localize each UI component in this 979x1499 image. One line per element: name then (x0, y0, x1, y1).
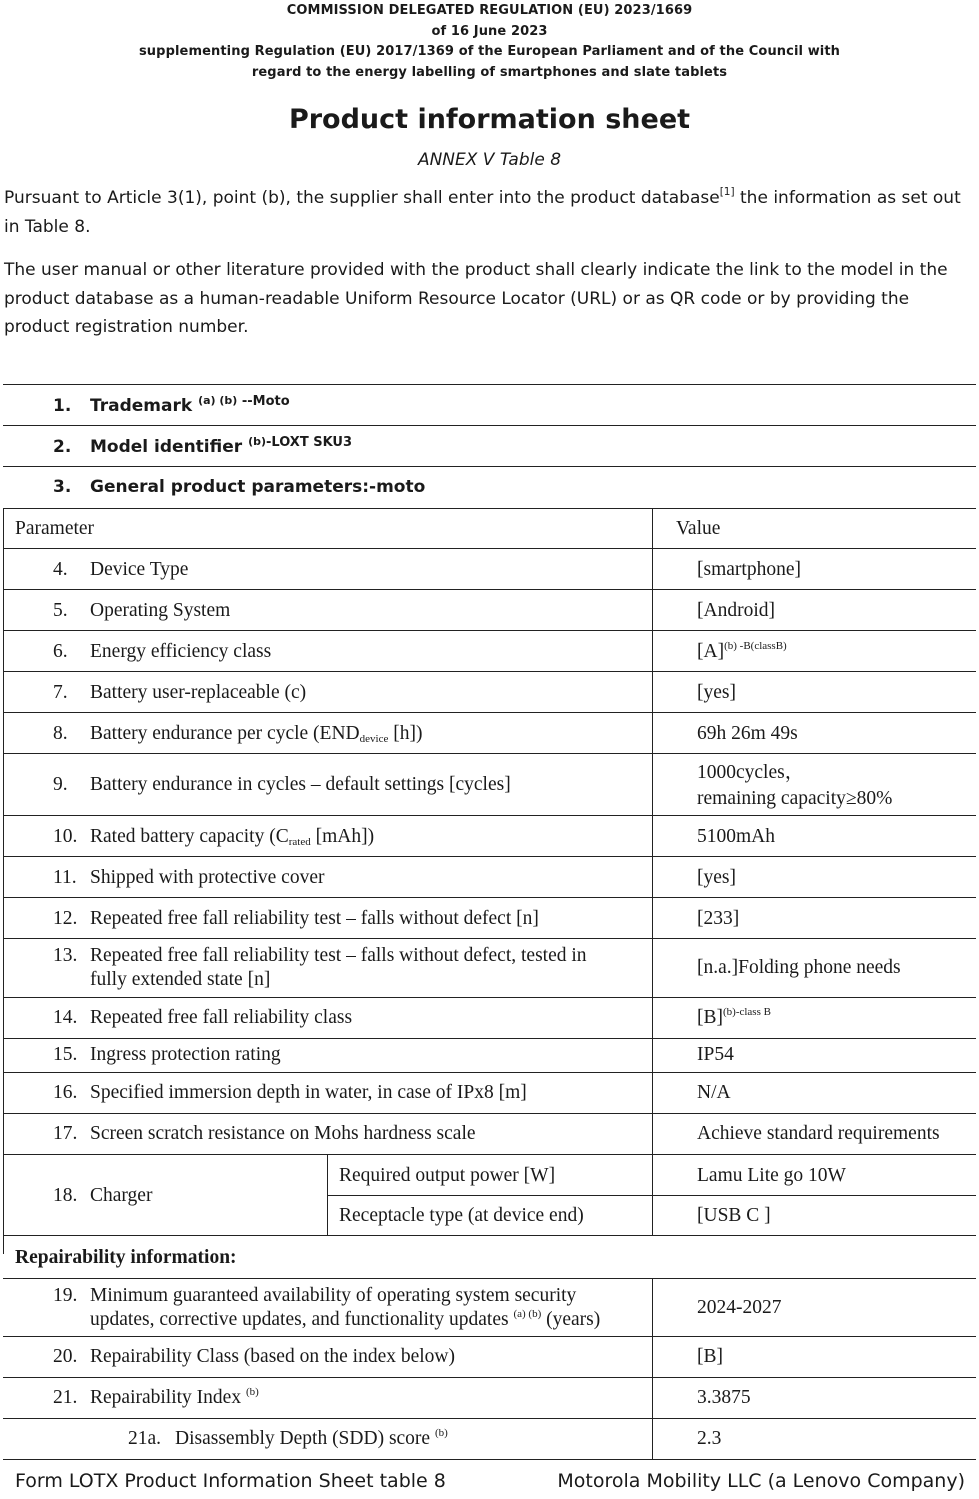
device-type-value: [smartphone] (697, 559, 801, 580)
free-fall-extended-label-line1: Repeated free fall reliability test – falls without defect, tested in (90, 945, 587, 966)
intro-paragraph-2: The user manual or other literature provided with the product shall clearly indicate the link to the model in the product database as a human-readable Uniform Resource Locator (URL) or as QR code or by providing the product registration number. (4, 260, 948, 337)
free-fall-class-label: Repeated free fall reliability class (90, 1007, 353, 1028)
row-number: 9. (53, 774, 68, 795)
disassembly-depth-label: Disassembly Depth (SDD) score $^{(b)}$ (175, 1427, 448, 1449)
operating-system-label: Operating System (90, 600, 231, 621)
scratch-resistance-label: Screen scratch resistance on Mohs hardness scale (90, 1123, 476, 1144)
battery-replaceable-value: [yes] (697, 682, 736, 703)
regulation-supplement-line: supplementing Regulation (EU) 2017/1369 of the European Parliament and of the Council with (138, 44, 841, 59)
row-number: 17. (53, 1123, 78, 1144)
regulation-header (0, 0, 979, 83)
ingress-protection-label: Ingress protection rating (90, 1044, 281, 1065)
free-fall-test-value: [233] (697, 908, 740, 929)
repairability-class-value: [B] (697, 1346, 723, 1367)
charger-label: Charger (90, 1185, 153, 1206)
product-parameters-table (0, 508, 979, 1460)
rated-capacity-label: Rated battery capacity ($C_{rated}$ [mAh]) (90, 826, 375, 848)
value-column-header: Value (676, 518, 721, 539)
scratch-resistance-value: Achieve standard requirements (697, 1123, 940, 1144)
row-number: 13. (53, 945, 78, 966)
free-fall-extended-label-line2: fully extended state [n] (90, 969, 271, 990)
footnote-ref: [1] (719, 186, 735, 199)
row-number: 12. (53, 908, 78, 929)
operating-system-value: [Android] (697, 600, 775, 621)
os-updates-value: 2024-2027 (697, 1297, 782, 1318)
divider (3, 384, 976, 385)
row-number: 7. (53, 682, 68, 703)
device-type-label: Device Type (90, 559, 189, 580)
regulation-scope-line: regard to the energy labelling of smartphones and slate tablets (251, 64, 728, 80)
intro-paragraph-1: Pursuant to Article 3(1), point (b), the supplier shall enter into the product database[1] the information as set out in Table 8. (4, 186, 961, 237)
free-fall-class-value: $[B]^{(b)-class B}$ (697, 1006, 771, 1028)
row-number: 14. (53, 1007, 78, 1028)
energy-class-value: $[A]^{(b) -B(classB)}$ (697, 640, 787, 662)
row-number: 21. (53, 1387, 78, 1408)
parameter-column-header: Parameter (15, 518, 95, 539)
row-number: 4. (53, 559, 68, 580)
rated-capacity-value: 5100mAh (697, 826, 775, 847)
divider (3, 466, 976, 467)
regulation-date: of 16 June 2023 (431, 23, 548, 39)
regulation-title: COMMISSION DELEGATED REGULATION (EU) 2023/1669 (286, 3, 693, 18)
row-number: 19. (53, 1285, 78, 1306)
battery-endurance-cycle-label: Battery endurance per cycle ($END_{device}$ [h]) (90, 723, 423, 745)
immersion-depth-label: Specified immersion depth in water, in case of IPx8 [m] (90, 1082, 527, 1103)
repairability-index-value: 3.3875 (697, 1387, 751, 1408)
row-number: 8. (53, 723, 68, 744)
protective-cover-label: Shipped with protective cover (90, 867, 325, 888)
footer-form-name: Form LOTX Product Information Sheet table 8 (15, 1470, 446, 1492)
charger-output-power-value: Lamu Lite go 10W (697, 1165, 846, 1186)
page-subtitle: ANNEX V Table 8 (417, 150, 562, 170)
row-number: 10. (53, 826, 78, 847)
battery-cycles-value-line2: remaining capacity≥80% (697, 788, 893, 809)
row-number: 18. (53, 1185, 78, 1206)
free-fall-extended-value: [n.a.]Folding phone needs (697, 957, 901, 978)
free-fall-test-label: Repeated free fall reliability test – falls without defect [n] (90, 908, 539, 929)
os-updates-label-line1: Minimum guaranteed availability of operating system security (90, 1285, 577, 1306)
immersion-depth-value: N/A (697, 1082, 731, 1103)
repairability-class-label: Repairability Class (based on the index below) (90, 1346, 455, 1367)
divider (3, 425, 976, 426)
battery-replaceable-label: Battery user-replaceable (c) (90, 682, 307, 703)
row-number: 16. (53, 1082, 78, 1103)
row-number: 20. (53, 1346, 78, 1367)
battery-cycles-label: Battery endurance in cycles – default settings [cycles] (90, 774, 511, 795)
os-updates-label-line2: updates, corrective updates, and functionality updates $^{(a) (b)}$ (years) (90, 1308, 601, 1330)
battery-cycles-value-line1: 1000cycles， (697, 762, 805, 783)
repairability-heading: Repairability information: (15, 1247, 237, 1268)
row-number: 21a. (128, 1428, 162, 1449)
footer-company: Motorola Mobility LLC (a Lenovo Company) (557, 1470, 965, 1492)
row-number: 15. (53, 1044, 78, 1065)
row-number: 6. (53, 641, 68, 662)
repairability-index-label: Repairability Index $^{(b)}$ (90, 1386, 259, 1408)
charger-output-power-label: Required output power [W] (339, 1165, 556, 1186)
charger-receptacle-value: [USB C ] (697, 1205, 771, 1226)
battery-endurance-cycle-value: 69h 26m 49s (697, 723, 798, 744)
energy-class-label: Energy efficiency class (90, 641, 272, 662)
disassembly-depth-value: 2.3 (697, 1428, 722, 1449)
charger-receptacle-label: Receptacle type (at device end) (339, 1205, 584, 1226)
page-title: Product information sheet (288, 104, 691, 135)
row-number: 11. (53, 867, 77, 888)
ingress-protection-value: IP54 (697, 1044, 734, 1065)
row-number: 5. (53, 600, 68, 621)
protective-cover-value: [yes] (697, 867, 736, 888)
